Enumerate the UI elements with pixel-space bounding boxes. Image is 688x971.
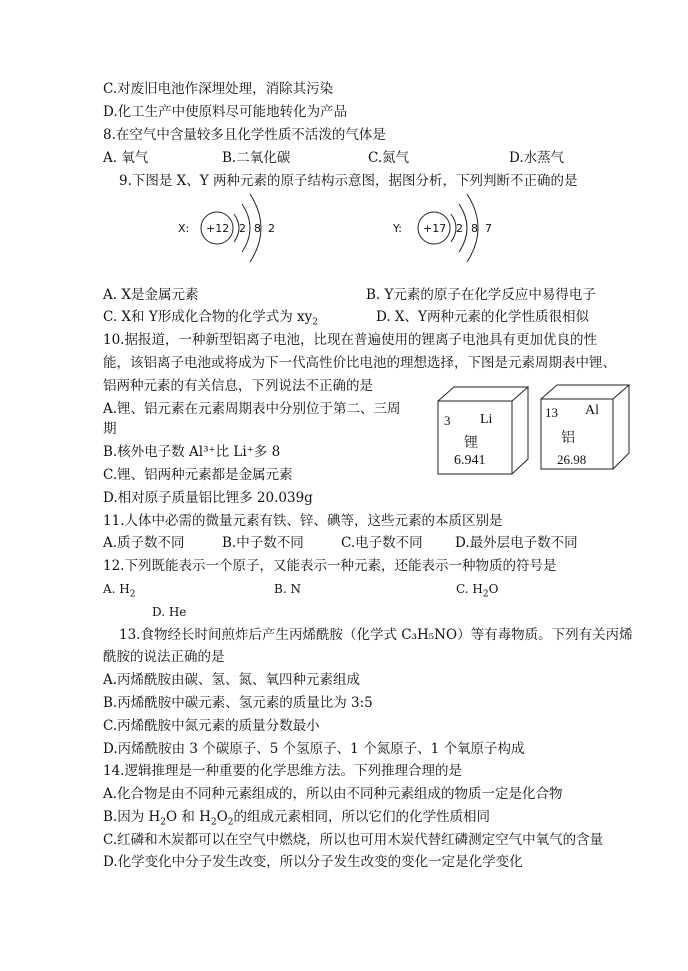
q13-option-a: A.丙烯酰胺由碳、氢、氮、氧四种元素组成 [103, 672, 361, 688]
atom-x-label: X: [178, 222, 190, 235]
q13-option-c: C.丙烯酰胺中氮元素的质量分数最小 [103, 718, 320, 734]
q8-option-a: A. 氧气 [103, 150, 149, 166]
atom-y-shell-2: 8 [471, 222, 478, 235]
q10-option-c: C.锂、铝两种元素都是金属元素 [103, 467, 293, 483]
q10-option-d: D.相对原子质量铝比锂多 20.039g [103, 490, 313, 506]
q8-option-b: B.二氧化碳 [222, 150, 291, 166]
q14-option-d: D.化学变化中分子发生改变，所以分子发生改变的变化一定是化学变化 [103, 854, 523, 870]
q10-stem-line3: 铝两种元素的有关信息，下列说法不正确的是 [103, 378, 373, 394]
q11-option-c: C.电子数不同 [341, 535, 423, 551]
q14-option-b-sub1: 2 [160, 817, 167, 828]
q8-stem: 8.在空气中含量较多且化学性质不活泼的气体是 [103, 127, 386, 143]
q9-option-d: D. X、Y两种元素的化学性质很相似 [376, 309, 589, 325]
li-atomic-mass: 6.941 [454, 453, 486, 468]
element-card-al-cube-svg [539, 383, 634, 473]
q12-stem: 12.下列既能表示一个原子，又能表示一种元素，还能表示一种物质的符号是 [103, 558, 557, 574]
element-card-li [436, 385, 531, 477]
q14-option-b-sub3: 2 [227, 817, 234, 828]
atom-x-nucleus: +12 [206, 222, 230, 235]
q13-stem-line1: 13.食物经长时间煎炸后产生丙烯酰胺（化学式 C₃H₅NO）等有毒物质。下列有关丙烯 [119, 627, 633, 643]
q14-option-b-part4: 的组成元素相同，所以它们的化学性质相同 [233, 809, 490, 825]
q9-option-b: B. Y元素的原子在化学反应中易得电子 [366, 287, 596, 303]
al-name: 铝 [561, 431, 575, 446]
atom-y-shell-3: 7 [485, 222, 492, 235]
q12-option-a [103, 580, 136, 603]
atom-y-shell-1: 2 [456, 222, 463, 235]
q9-option-a: A. X是金属元素 [103, 287, 199, 303]
q14-option-b-sub2: 2 [210, 817, 217, 828]
q10-option-a-line2: 期 [103, 421, 117, 437]
q14-option-b-part2: O 和 H [166, 809, 211, 825]
li-name: 锂 [464, 436, 478, 451]
al-symbol: Al [585, 403, 599, 418]
li-symbol: Li [480, 412, 493, 427]
q9-option-c-text: C. X和 Y形成化合物的化学式为 xy [103, 309, 313, 325]
q12-option-c-text: C. H [456, 582, 483, 596]
q9-stem: 9.下图是 X、Y 两种元素的原子结构示意图，据图分析，下列判断不正确的是 [119, 173, 578, 189]
q14-option-b-part3: O [216, 809, 228, 825]
q12-option-c-sub: 2 [482, 589, 489, 600]
q12-option-b: B. N [274, 582, 301, 596]
q14-option-b-part1: B.因为 H [103, 809, 161, 825]
q11-option-a: A.质子数不同 [103, 535, 185, 551]
q10-stem-line1: 10.据报道，一种新型铝离子电池，比现在普遍使用的锂离子电池具有更加优良的性 [103, 332, 597, 348]
q11-stem: 11.人体中必需的微量元素有铁、锌、碘等，这些元素的本质区别是 [103, 513, 503, 529]
q7-option-c: C.对废旧电池作深埋处理，消除其污染 [103, 81, 334, 97]
atom-x-shell-3: 2 [268, 222, 275, 235]
element-card-al [539, 383, 634, 473]
al-atomic-mass: 26.98 [557, 452, 587, 467]
q10-stem-line2: 能，该铝离子电池或将成为下一代高性价比电池的理想选择，下图是元素周期表中锂、 [103, 355, 616, 371]
q10-option-b: B.核外电子数 Al³⁺比 Li⁺多 8 [103, 444, 281, 460]
q12-option-a-sub: 2 [129, 589, 136, 600]
atom-x-shell-2: 8 [254, 222, 261, 235]
q12-option-c-suffix: O [488, 582, 499, 596]
q12-option-a-text: A. H [103, 582, 130, 596]
q13-stem-line2: 酰胺的说法正确的是 [103, 649, 225, 665]
q11-option-d: D.最外层电子数不同 [455, 535, 578, 551]
q8-option-d: D.水蒸气 [509, 150, 565, 166]
q14-option-a: A.化合物是由不同种元素组成的，所以由不同种元素组成的物质一定是化合物 [103, 786, 563, 802]
q8-option-c: C.氮气 [368, 150, 410, 166]
q14-option-b [103, 808, 490, 832]
q14-stem: 14.逻辑推理是一种重要的化学思维方法。下列推理合理的是 [103, 763, 462, 779]
al-atomic-number: 13 [545, 405, 558, 420]
q9-option-c-sub: 2 [312, 317, 319, 328]
atom-x-shell-1: 2 [239, 222, 246, 235]
q13-option-b: B.丙烯酰胺中碳元素、氢元素的质量比为 3:5 [103, 695, 373, 711]
atom-y-nucleus: +17 [423, 222, 447, 235]
q14-option-c: C.红磷和木炭都可以在空气中燃烧，所以也可用木炭代替红磷测定空气中氧气的含量 [103, 832, 604, 848]
atom-y-label: Y: [393, 222, 402, 235]
q7-option-d: D.化工生产中使原料尽可能地转化为产品 [103, 104, 348, 120]
q11-option-b: B.中子数不同 [222, 535, 304, 551]
q10-option-a-line1: A.锂、铝元素在元素周期表中分别位于第二、三周 [103, 401, 401, 417]
li-atomic-number: 3 [444, 413, 451, 428]
q13-option-d: D.丙烯酰胺由 3 个碳原子、5 个氢原子、1 个氮原子、1 个氧原子构成 [103, 741, 525, 757]
q9-option-c [103, 308, 318, 332]
q12-option-d: D. He [152, 605, 187, 619]
q12-option-c [456, 580, 498, 603]
